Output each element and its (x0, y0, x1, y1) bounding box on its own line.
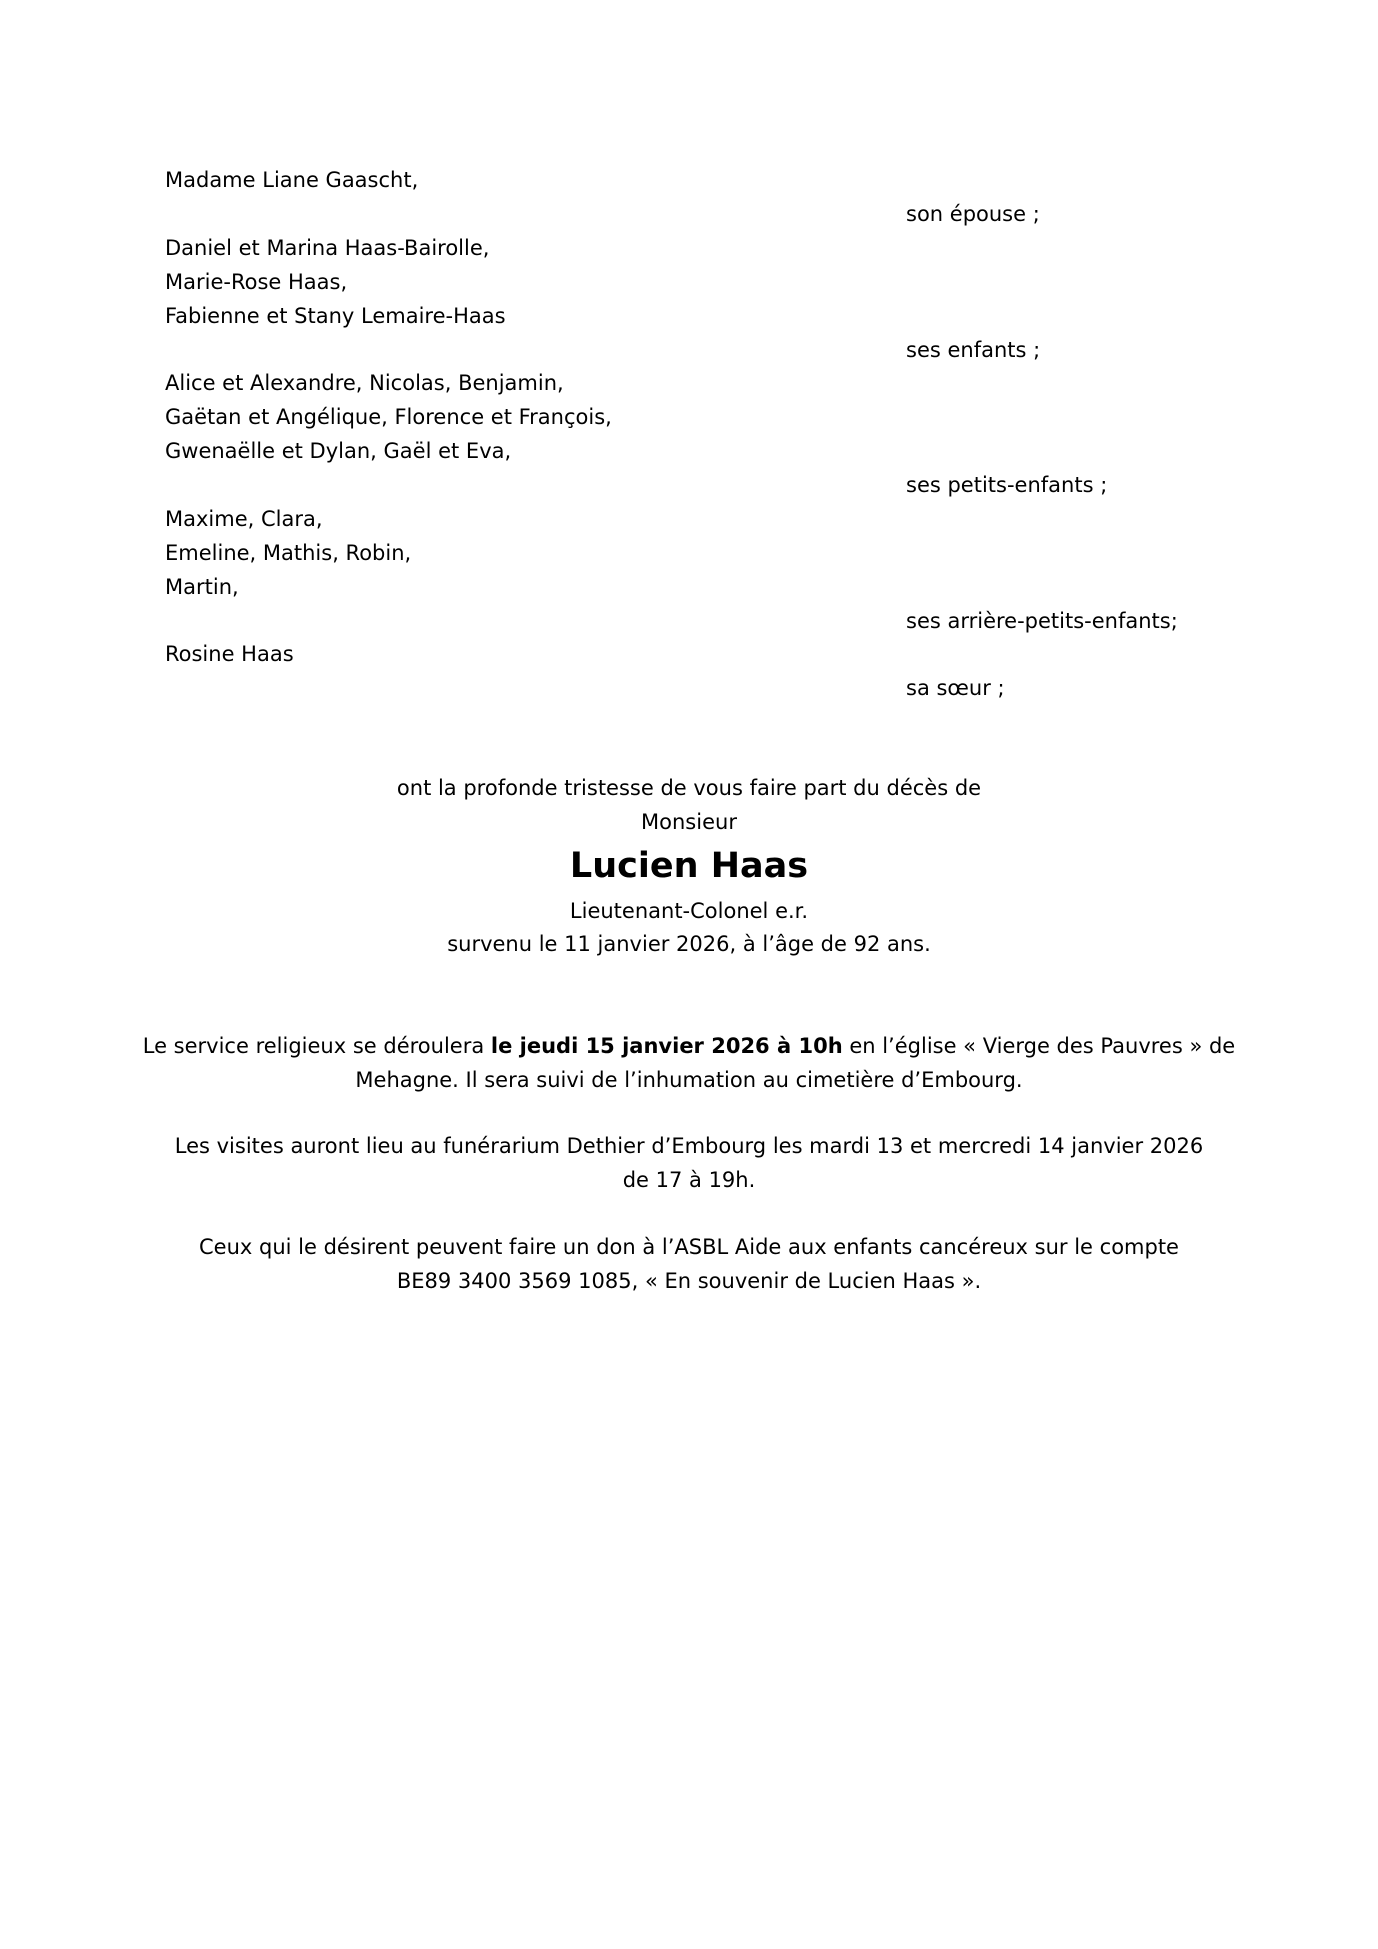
donation-line-2: BE89 3400 3569 1085, « En souvenir de Lucien Haas ». (396, 1269, 982, 1293)
sister-name: Rosine Haas (165, 642, 294, 666)
spouse-name: Madame Liane Gaascht, (165, 168, 419, 192)
visits-line-1: Les visites auront lieu au funérarium Dethier d’Embourg les mardi 13 et mercredi 14 janvier 2026 (174, 1134, 1204, 1158)
donation-line-1: Ceux qui le désirent peuvent faire un don à l’ASBL Aide aux enfants cancéreux sur le compte (199, 1235, 1179, 1259)
honorific: Monsieur (641, 810, 737, 834)
service-date-time: le jeudi 15 janvier 2026 à 10h (490, 1034, 843, 1058)
grandchild-names: Gwenaëlle et Dylan, Gaël et Eva, (165, 439, 512, 463)
service-text-suffix: en l’église « Vierge des Pauvres » de (842, 1034, 1236, 1058)
visits-line-2: de 17 à 19h. (622, 1168, 756, 1192)
grandchild-names: Alice et Alexandre, Nicolas, Benjamin, (165, 371, 564, 395)
deceased-rank: Lieutenant-Colonel e.r. (569, 899, 809, 923)
great-grandchildren-relation: ses arrière-petits-enfants; (906, 609, 1178, 633)
grandchild-names: Gaëtan et Angélique, Florence et François, (165, 405, 612, 429)
great-grandchild-names: Martin, (165, 575, 239, 599)
great-grandchild-names: Maxime, Clara, (165, 507, 323, 531)
service-text-prefix: Le service religieux se déroulera (142, 1034, 491, 1058)
child-name: Marie-Rose Haas, (165, 270, 348, 294)
announcement-intro: ont la profonde tristesse de vous faire part du décès de (396, 776, 982, 800)
child-name: Daniel et Marina Haas-Bairolle, (165, 236, 490, 260)
service-line-1 (0, 1036, 1378, 1057)
sister-relation: sa sœur ; (906, 676, 1005, 700)
grandchildren-relation: ses petits-enfants ; (906, 473, 1108, 497)
child-name: Fabienne et Stany Lemaire-Haas (165, 304, 506, 328)
death-info: survenu le 11 janvier 2026, à l’âge de 92 ans. (447, 932, 931, 956)
great-grandchild-names: Emeline, Mathis, Robin, (165, 541, 412, 565)
service-line-2: Mehagne. Il sera suivi de l’inhumation au cimetière d’Embourg. (355, 1068, 1023, 1092)
deceased-name: Lucien Haas (569, 846, 809, 886)
children-relation: ses enfants ; (906, 338, 1041, 362)
spouse-relation: son épouse ; (906, 202, 1040, 226)
